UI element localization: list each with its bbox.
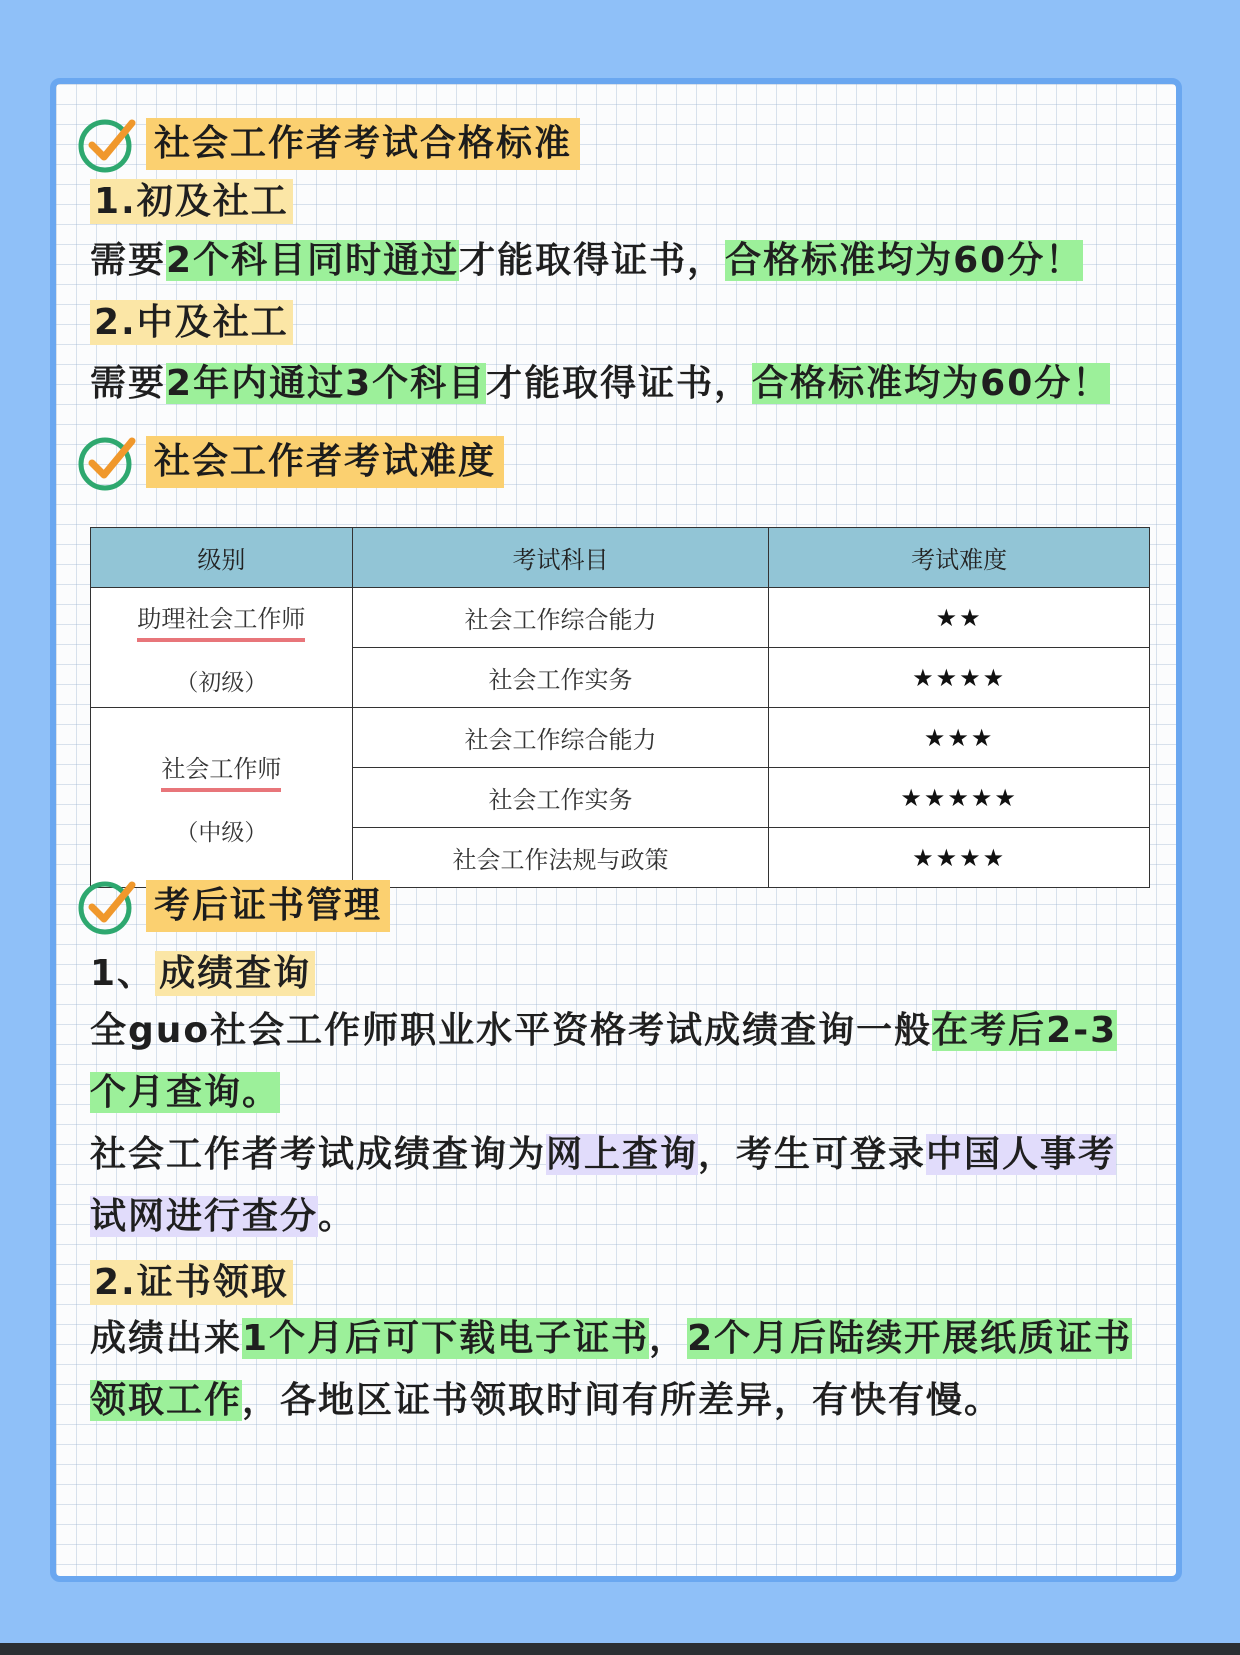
subsection-title: [90, 950, 315, 998]
text: 需要: [90, 240, 167, 281]
text: ，考生可登录: [698, 1134, 927, 1175]
subject-cell: 社会工作综合能力: [352, 708, 769, 768]
level-cell: [91, 588, 353, 708]
section-heading-difficulty: [76, 430, 504, 494]
paragraph-score-time: [90, 1000, 1150, 1124]
score-query-title: 成绩查询: [155, 951, 315, 996]
level-title-mid: 2.中及社工: [90, 300, 293, 345]
highlight-text: 2个月后陆续开展纸质证书领取工作: [90, 1318, 1133, 1421]
subsection-title: [90, 299, 293, 347]
table-header-row: [91, 528, 1150, 588]
highlight-text: 1个月后可下载电子证书: [242, 1318, 650, 1359]
difficulty-table: [90, 527, 1150, 888]
check-circle-icon: [76, 431, 138, 493]
text: 。: [318, 1196, 357, 1237]
text: ，: [649, 1318, 688, 1359]
subject-cell: 社会工作法规与政策: [352, 828, 769, 888]
highlight-text: 2年内通过3个科目: [166, 363, 487, 404]
highlight-text: 在考后2-3个月查询。: [90, 1010, 1118, 1113]
text: 才能取得证书，: [459, 240, 726, 281]
item-number: 1、: [90, 953, 156, 994]
paragraph-score-online: [90, 1124, 1150, 1248]
highlight-text: 合格标准均为60分！: [725, 240, 1084, 281]
subsection-title: [90, 1259, 293, 1307]
paragraph-mid: [90, 360, 1110, 408]
section-heading-certificate: [76, 874, 390, 938]
text: 全guo社会工作师职业水平资格考试成绩查询一般: [90, 1010, 933, 1051]
level-title-junior: 1.初及社工: [90, 179, 293, 224]
level-grade: （中级）: [175, 819, 268, 846]
difficulty-stars: ★★★★★: [769, 768, 1150, 828]
section-heading-pass-standard: [76, 112, 580, 176]
table-row: [91, 708, 1150, 768]
check-circle-icon: [76, 875, 138, 937]
text: 需要: [90, 363, 167, 404]
level-grade: （初级）: [175, 669, 268, 696]
text: 成绩出来: [90, 1318, 243, 1359]
highlight-text: 网上查询: [546, 1134, 699, 1175]
level-cell: [91, 708, 353, 888]
text: 社会工作者考试成绩查询为: [90, 1134, 547, 1175]
section-title: 社会工作者考试合格标准: [146, 118, 580, 170]
column-header: 考试难度: [769, 528, 1150, 588]
text: ，各地区证书领取时间有所差异，有快有慢。: [242, 1380, 1003, 1421]
text: 才能取得证书，: [486, 363, 753, 404]
table-row: [91, 588, 1150, 648]
subject-cell: 社会工作实务: [352, 768, 769, 828]
level-name: 社会工作师: [161, 749, 281, 792]
highlight-text: 合格标准均为60分！: [752, 363, 1111, 404]
column-header: 级别: [91, 528, 353, 588]
content-card: [50, 78, 1182, 1582]
level-name: 助理社会工作师: [137, 599, 305, 642]
difficulty-stars: ★★★★: [769, 828, 1150, 888]
difficulty-stars: ★★: [769, 588, 1150, 648]
subject-cell: 社会工作实务: [352, 648, 769, 708]
paragraph-junior: [90, 237, 1083, 285]
subject-cell: 社会工作综合能力: [352, 588, 769, 648]
column-header: 考试科目: [352, 528, 769, 588]
highlight-text: 2个科目同时通过: [166, 240, 460, 281]
difficulty-stars: ★★★★: [769, 648, 1150, 708]
certificate-title: 2.证书领取: [90, 1260, 293, 1305]
bottom-bar: [0, 1643, 1240, 1655]
subsection-title: [90, 178, 293, 226]
section-title: 考后证书管理: [146, 880, 390, 932]
highlight-text: 中国人事考试网进行查分: [90, 1134, 1117, 1237]
section-title: 社会工作者考试难度: [146, 436, 504, 488]
check-circle-icon: [76, 113, 138, 175]
paragraph-certificate: [90, 1308, 1150, 1432]
difficulty-stars: ★★★: [769, 708, 1150, 768]
